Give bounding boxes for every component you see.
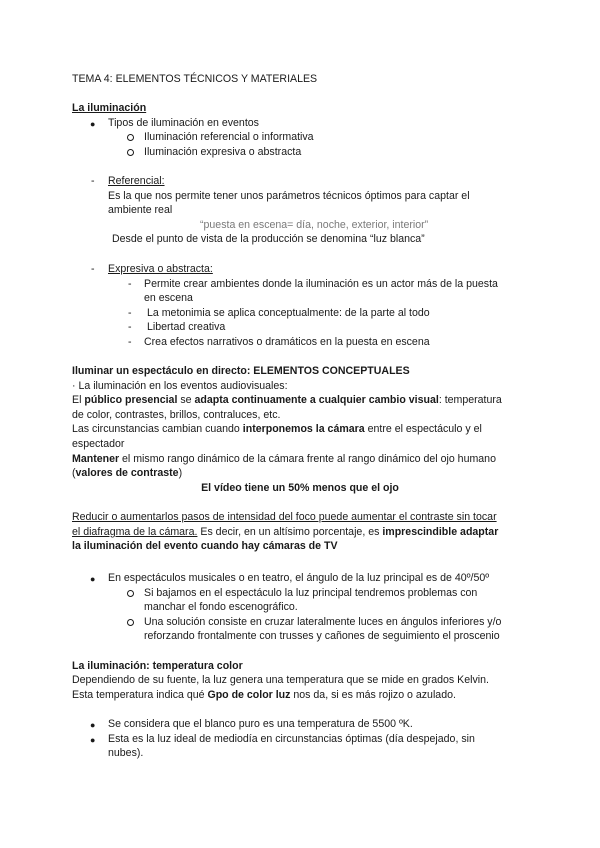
centered-statement: El vídeo tiene un 50% menos que el ojo [201, 482, 399, 494]
list-item: nubes). [108, 747, 144, 759]
list-item: Libertad creativa [147, 321, 226, 333]
list-item: Crea efectos narrativos o dramáticos en la puesta en escena [144, 336, 430, 348]
quote-line: “puesta en escena= día, noche, exterior, interior” [200, 219, 429, 231]
section-heading-iluminacion: La iluminación [72, 102, 147, 114]
paragraph-line: · La iluminación en los eventos audiovisuales: [72, 380, 288, 392]
paragraph-line: el diafragma de la cámara. Es decir, en un altísimo porcentaje, es imprescindible adaptar [72, 526, 499, 538]
paragraph-line: (valores de contraste) [72, 467, 183, 479]
paragraph-line: Reducir o aumentarlos pasos de intensidad del foco puede aumentar el contraste sin tocar [72, 511, 497, 523]
list-item: Esta es la luz ideal de mediodía en circunstancias óptimas (día despejado, sin [108, 733, 475, 745]
list-item: reforzando frontalmente con trusses y cañones de seguimiento el proscenio [144, 630, 500, 642]
dash-bullet: - [128, 278, 132, 290]
list-item: en escena [144, 292, 193, 304]
dash-bullet: - [128, 307, 132, 319]
bullet-icon: ● [90, 574, 96, 584]
paragraph-line: Es la que nos permite tener unos parámetros técnicos óptimos para captar el [108, 190, 470, 202]
bullet-icon: ● [90, 735, 96, 745]
list-item: Iluminación referencial o informativa [144, 131, 314, 143]
list-item: Permite crear ambientes donde la iluminación es un actor más de la puesta [144, 278, 498, 290]
circle-bullet-icon [127, 134, 134, 141]
list-item: Iluminación expresiva o abstracta [144, 146, 302, 158]
section-heading-directo: Iluminar un espectáculo en directo: ELEMENTOS CONCEPTUALES [72, 365, 410, 377]
list-item: Una solución consiste en cruzar lateralmente luces en ángulos inferiores y/o [144, 616, 502, 628]
circle-bullet-icon [127, 619, 134, 626]
list-item: Tipos de iluminación en eventos [108, 117, 259, 129]
list-item: En espectáculos musicales o en teatro, el ángulo de la luz principal es de 40º/50º [108, 572, 490, 584]
circle-bullet-icon [127, 149, 134, 156]
paragraph-line: Esta temperatura indica qué Gpo de color luz nos da, si es más rojizo o azulado. [72, 689, 456, 701]
section-heading-temperatura: La iluminación: temperatura color [72, 660, 243, 672]
paragraph-line: espectador [72, 438, 125, 450]
paragraph-line: de color, contrastes, brillos, contraluces, etc. [72, 409, 281, 421]
bullet-icon: ● [90, 720, 96, 730]
paragraph-line: Desde el punto de vista de la producción se denomina “luz blanca” [112, 233, 425, 245]
dash-bullet: - [128, 336, 132, 348]
circle-bullet-icon [127, 590, 134, 597]
list-item: La metonimia se aplica conceptualmente: de la parte al todo [147, 307, 430, 319]
paragraph-line: Mantener el mismo rango dinámico de la cámara frente al rango dinámico del ojo humano [72, 453, 496, 465]
list-item: Si bajamos en el espectáculo la luz principal tendremos problemas con [144, 587, 478, 599]
list-item: Se considera que el blanco puro es una temperatura de 5500 ºK. [108, 718, 413, 730]
paragraph-line: la iluminación del evento cuando hay cámaras de TV [72, 540, 338, 552]
list-item: manchar el fondo escenográfico. [144, 601, 298, 613]
paragraph-line: Dependiendo de su fuente, la luz genera una temperatura que se mide en grados Kelvin. [72, 674, 489, 686]
subheading-referencial: Referencial: [108, 175, 165, 187]
dash-bullet: - [91, 263, 95, 275]
paragraph-line: El público presencial se adapta continuamente a cualquier cambio visual: temperatura [72, 394, 502, 406]
bullet-icon: ● [90, 119, 96, 129]
paragraph-line: Las circunstancias cambian cuando interponemos la cámara entre el espectáculo y el [72, 423, 482, 435]
subheading-expresiva: Expresiva o abstracta: [108, 263, 213, 275]
dash-bullet: - [91, 175, 95, 187]
paragraph-line: ambiente real [108, 204, 173, 216]
dash-bullet: - [128, 321, 132, 333]
page-title: TEMA 4: ELEMENTOS TÉCNICOS Y MATERIALES [72, 73, 318, 85]
